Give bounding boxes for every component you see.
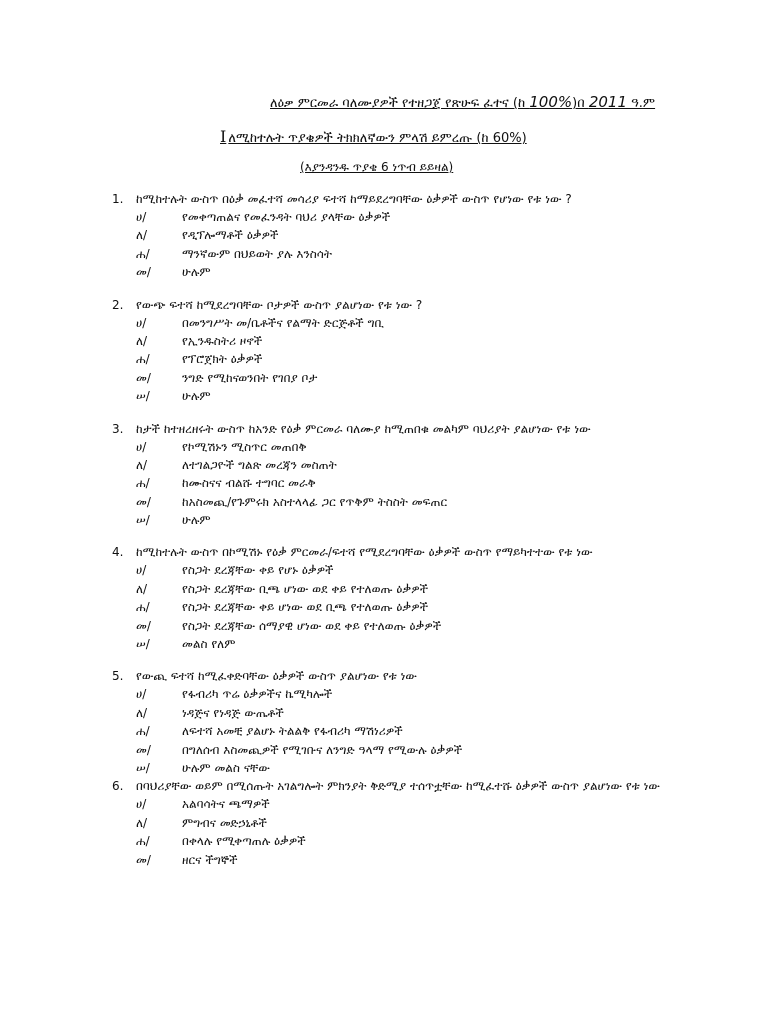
option-label: ለ/ [136, 457, 148, 472]
question-text: በባህሪያቸው ወይም በሚሰጡት አገልግሎት ምክንያት ቅድሚያ ተሰጥቷቸው ከሚፈተሹ ዕቃዎች ውስጥ ያልሆነው የቱ ነው [136, 779, 660, 794]
answer-option [112, 245, 692, 263]
option-text: ምግብና መድኃኒቶች [182, 815, 267, 830]
exam-title [270, 93, 710, 111]
answer-option [112, 314, 692, 332]
answer-option [112, 598, 692, 616]
option-label: ለ/ [136, 333, 148, 348]
option-text: የስጋት ደረጃቸው ቀይ ሆነው ወደ ቢጫ የተለወጡ ዕቃዎች [182, 600, 429, 615]
option-label: ሐ/ [136, 246, 150, 261]
answer-option [112, 474, 692, 492]
option-text: በቀላሉ የሚቀጣጠሉ ዕቃዎች [182, 834, 306, 849]
option-text: የፋብሪካ ጥሬ ዕቃዎችና ኬሚካሎች [182, 687, 333, 702]
points-note: (እያንዳንዱ ጥያቄ 6 ነጥብ ይይዛል) [300, 160, 454, 174]
question-text: የውጭ ፍተሻ ከሚደረግባቸው ቦታዎች ውስጥ ያልሆነው የቱ ነው ? [136, 297, 423, 312]
option-label: ሠ/ [136, 389, 150, 404]
answer-option [112, 387, 692, 405]
answer-option [112, 493, 692, 511]
answer-option [112, 208, 692, 226]
option-text: ከአስመጪ/የጉምሩክ አስተላላፊ ጋር የጥቅም ትስስት መፍጠር [182, 494, 448, 509]
question-number: 1. [112, 192, 124, 206]
answer-option [112, 851, 692, 869]
answer-option [112, 685, 692, 703]
answer-option [112, 226, 692, 244]
question-stem [112, 296, 692, 314]
question-text: ከሚከተሉት ውስጥ በዕቃ መፈተሻ መሳሪያ ፍተሻ ከማይደረግባቸው ዕቃዎች ውስጥ የሆነው የቱ ነው ? [136, 192, 572, 206]
question-list [112, 190, 692, 869]
option-text: ዘርና ችግኞች [182, 852, 238, 867]
option-text: የኢንዱስትሪ ዞኖች [182, 333, 263, 348]
question-text: የውጪ ፍተሻ ከሚፈቀድባቸው ዕቃዎች ውስጥ ያልሆነው የቱ ነው [136, 669, 417, 684]
question-3 [112, 420, 692, 530]
question-number: 6. [112, 779, 124, 794]
option-label: ሀ/ [136, 315, 147, 330]
option-label: ለ/ [136, 228, 148, 243]
option-text: ለተገልጋዮች ግልጽ መረጃን መስጠት [182, 457, 337, 472]
option-text: ሁሉም መልስ ናቸው [182, 760, 270, 775]
option-label: ለ/ [136, 815, 148, 830]
title-text-mid: )በ [572, 96, 589, 111]
option-text: ከሙስናና ብልሹ ተግባር መራቅ [182, 476, 316, 491]
question-stem [112, 420, 692, 438]
answer-option [112, 332, 692, 350]
option-label: ሐ/ [136, 724, 150, 739]
title-text: ለዕቃ ምርመራ ባለሙያዎች የተዘጋጀ የጽሁፍ ፈተና (ከ [270, 96, 530, 111]
option-label: ሀ/ [136, 687, 147, 702]
option-label: ሐ/ [136, 352, 150, 367]
question-stem [112, 777, 692, 795]
question-stem [112, 667, 692, 685]
question-stem [112, 543, 692, 561]
answer-option [112, 704, 692, 722]
question-2 [112, 296, 692, 406]
option-label: ሠ/ [136, 513, 150, 528]
option-text: በመንግሥት መ/ቤቶችና የልማት ድርጅቶች ግቢ [182, 315, 384, 330]
title-era: ዓ.ም [627, 96, 656, 111]
answer-option [112, 580, 692, 598]
question-6 [112, 777, 692, 869]
title-percent: 100% [529, 93, 573, 111]
option-label: መ/ [136, 852, 151, 867]
question-5 [112, 667, 692, 777]
option-text: ለፍተሻ አመቺ ያልሆኑ ትልልቅ የፋብሪካ ማሽነሪዎች [182, 724, 403, 739]
answer-option [112, 456, 692, 474]
option-label: መ/ [136, 618, 151, 633]
answer-option [112, 795, 692, 813]
option-label: ሐ/ [136, 834, 150, 849]
section-number: I [220, 127, 227, 146]
answer-option [112, 617, 692, 635]
option-label: ሠ/ [136, 760, 150, 775]
question-text: ከታች ከተዘረዘሩት ውስጥ ከአንድ የዕቃ ምርመራ ባለሙያ ከሚጠበቁ መልካም ባህሪያት ያልሆነው የቱ ነው [136, 421, 591, 436]
question-4 [112, 543, 692, 653]
answer-option [112, 369, 692, 387]
answer-option [112, 814, 692, 832]
answer-option [112, 759, 692, 777]
option-text: በግለሰብ እስመጪዎች የሚገቡና ለንግድ ዓላማ የሚውሉ ዕቃዎች [182, 742, 463, 757]
answer-option [112, 635, 692, 653]
answer-option [112, 511, 692, 529]
question-stem [112, 190, 692, 208]
option-text: ሁሉም [182, 265, 211, 280]
section-instruction [220, 127, 640, 146]
answer-option [112, 741, 692, 759]
option-label: ለ/ [136, 581, 148, 596]
option-text: ነዳጅና የነዳጅ ውጤቶች [182, 705, 284, 720]
option-text: ንግድ የሚከናወንበት የገበያ ቦታ [182, 370, 318, 385]
question-number: 2. [112, 297, 124, 312]
option-label: መ/ [136, 494, 151, 509]
option-label: ለ/ [136, 705, 148, 720]
question-number: 4. [112, 545, 124, 560]
option-text: የፕሮጀክት ዕቃዎች [182, 352, 263, 367]
question-text: ከሚከተሉት ውስጥ በኮሚሽኑ የዕቃ ምርመራ/ፍተሻ የሚደረግባቸው ዕቃዎች ውስጥ የማይካተተው የቱ ነው [136, 545, 593, 560]
option-text: መልስ የለም [182, 637, 236, 652]
option-label: መ/ [136, 265, 151, 280]
question-number: 3. [112, 421, 124, 436]
answer-option [112, 832, 692, 850]
option-label: ሐ/ [136, 476, 150, 491]
option-label: ሀ/ [136, 563, 147, 578]
answer-option [112, 263, 692, 281]
option-text: የኮሚሽኑን ሚስጥር መጠበቅ [182, 439, 307, 454]
option-label: ሀ/ [136, 439, 147, 454]
question-number: 5. [112, 669, 124, 684]
option-label: ሀ/ [136, 797, 147, 812]
answer-option [112, 438, 692, 456]
option-text: ሁሉም [182, 389, 211, 404]
option-text: የዲፕሎማቶች ዕቃዎች [182, 228, 279, 243]
answer-option [112, 561, 692, 579]
option-label: ሠ/ [136, 637, 150, 652]
option-text: ማንኛውም በህይወት ያሉ እንስሳት [182, 246, 332, 261]
option-text: የስጋት ደረጃቸው ሰማያዊ ሆነው ወደ ቀይ የተለወጡ ዕቃዎች [182, 618, 442, 633]
title-year: 2011 [588, 93, 627, 111]
answer-option [112, 350, 692, 368]
option-text: የስጋት ደረጃቸው ቀይ የሆኑ ዕቃዎች [182, 563, 334, 578]
option-label: መ/ [136, 370, 151, 385]
option-label: ሀ/ [136, 210, 147, 224]
option-text: የመቀጣጠልና የመፈንዳት ባህሪ ያላቸው ዕቃዎች [182, 210, 391, 224]
section-instruction-text: ለሚከተሉት ጥያቄዎች ትክክለኛውን ምላሽ ይምረጡ (ከ 60%) [228, 131, 527, 146]
option-text: አልባሳትና ጫማዎች [182, 797, 270, 812]
option-text: የስጋት ደረጃቸው ቢጫ ሆነው ወደ ቀይ የተለወጡ ዕቃዎች [182, 581, 429, 596]
option-label: መ/ [136, 742, 151, 757]
question-1 [112, 190, 692, 282]
answer-option [112, 722, 692, 740]
option-text: ሁሉም [182, 513, 211, 528]
option-label: ሐ/ [136, 600, 150, 615]
